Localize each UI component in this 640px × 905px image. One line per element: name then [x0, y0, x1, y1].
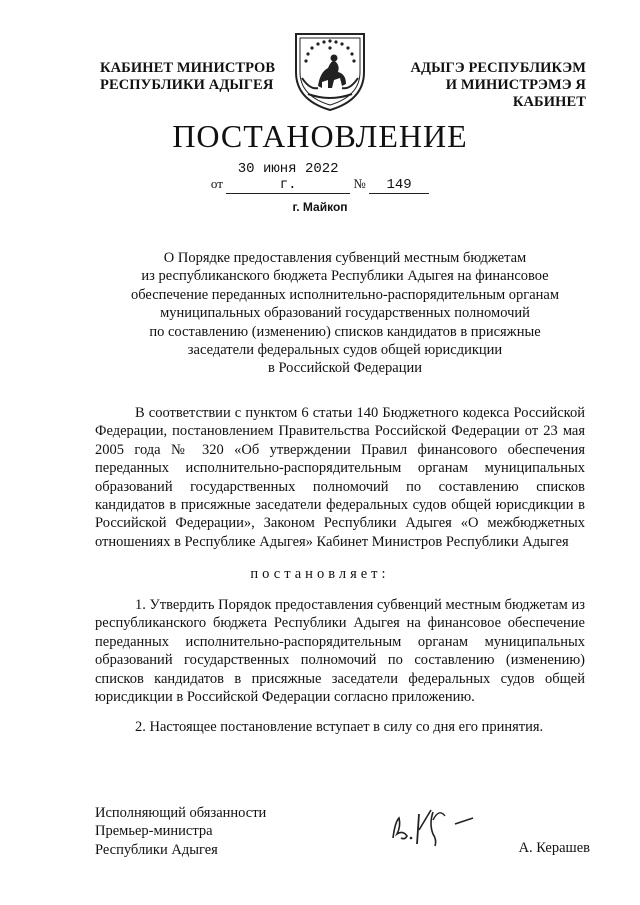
header-right-line1: АДЫГЭ РЕСПУБЛИКЭМ	[410, 60, 586, 76]
header-left-org	[100, 60, 280, 94]
subject-line: заседатели федеральных судов общей юрисдикции	[187, 342, 503, 359]
number-sign: №	[353, 176, 366, 191]
item-1-paragraph: 1. Утвердить Порядок предоставления субвенций местным бюджетам из республиканского бюджета Республики Адыгея на финансовое обеспечение переданных исполнительно-распорядительным органам муниципальных образований государственных полномочий по составлению (изменению) списков кандидатов в присяжные заседатели федеральных судов общей юрисдикции в Российской Федерации согласно приложению.	[95, 597, 585, 706]
subject-line: О Порядке предоставления субвенций местным бюджетам	[163, 250, 527, 266]
decree-word: постановляет:	[250, 566, 390, 582]
date-number-line	[0, 161, 640, 194]
item-2-paragraph: 2. Настоящее постановление вступает в силу со дня его принятия.	[135, 719, 544, 735]
date-prefix: от	[210, 176, 223, 191]
document-subject	[110, 249, 580, 378]
subject-line: обеспечение переданных исполнительно-распорядительным органам	[130, 286, 560, 303]
position-line: Премьер-министра	[95, 823, 213, 840]
subject-line: в Российской Федерации	[267, 360, 423, 377]
document-date: 30 июня 2022 г.	[226, 161, 350, 194]
handwritten-signature-icon	[385, 800, 485, 848]
signatory-position	[95, 804, 315, 859]
document-number: 149	[369, 177, 429, 194]
city: г. Майкоп	[292, 200, 348, 214]
coat-of-arms-icon	[288, 28, 372, 114]
position-line: Исполняющий обязанности	[95, 805, 267, 821]
header-right-line2: И МИНИСТРЭМЭ Я КАБИНЕТ	[445, 77, 586, 110]
document-title: ПОСТАНОВЛЕНИЕ	[172, 118, 468, 154]
signatory-name: А. Керашев	[518, 840, 590, 856]
subject-line: муниципальных образований государственных полномочий	[160, 305, 530, 322]
header-left-line2: РЕСПУБЛИКИ АДЫГЕЯ	[100, 77, 274, 93]
position-line: Республики Адыгея	[95, 841, 218, 858]
subject-line: из республиканского бюджета Республики Адыгея на финансовое	[141, 268, 549, 285]
preamble-paragraph: В соответствии с пунктом 6 статьи 140 Бюджетного кодекса Российской Федерации, постановлением Правительства Российской Федерации от 23 мая 2005 года № 320 «Об утверждении Правил финансового обеспечения переданных исполнительно-распорядительным органам муниципальных образований государственных полномочий по составлению списков кандидатов в присяжные заседатели федеральных судов общей юрисдикции в Российской Федерации», Законом Республики Адыгея «О межбюджетных отношениях в Республике Адыгея» Кабинет Министров Республики Адыгея	[95, 405, 585, 550]
header-right-org	[372, 60, 586, 111]
header-left-line1: КАБИНЕТ МИНИСТРОВ	[100, 60, 276, 76]
subject-line: по составлению (изменению) списков кандидатов в присяжные	[149, 323, 541, 340]
